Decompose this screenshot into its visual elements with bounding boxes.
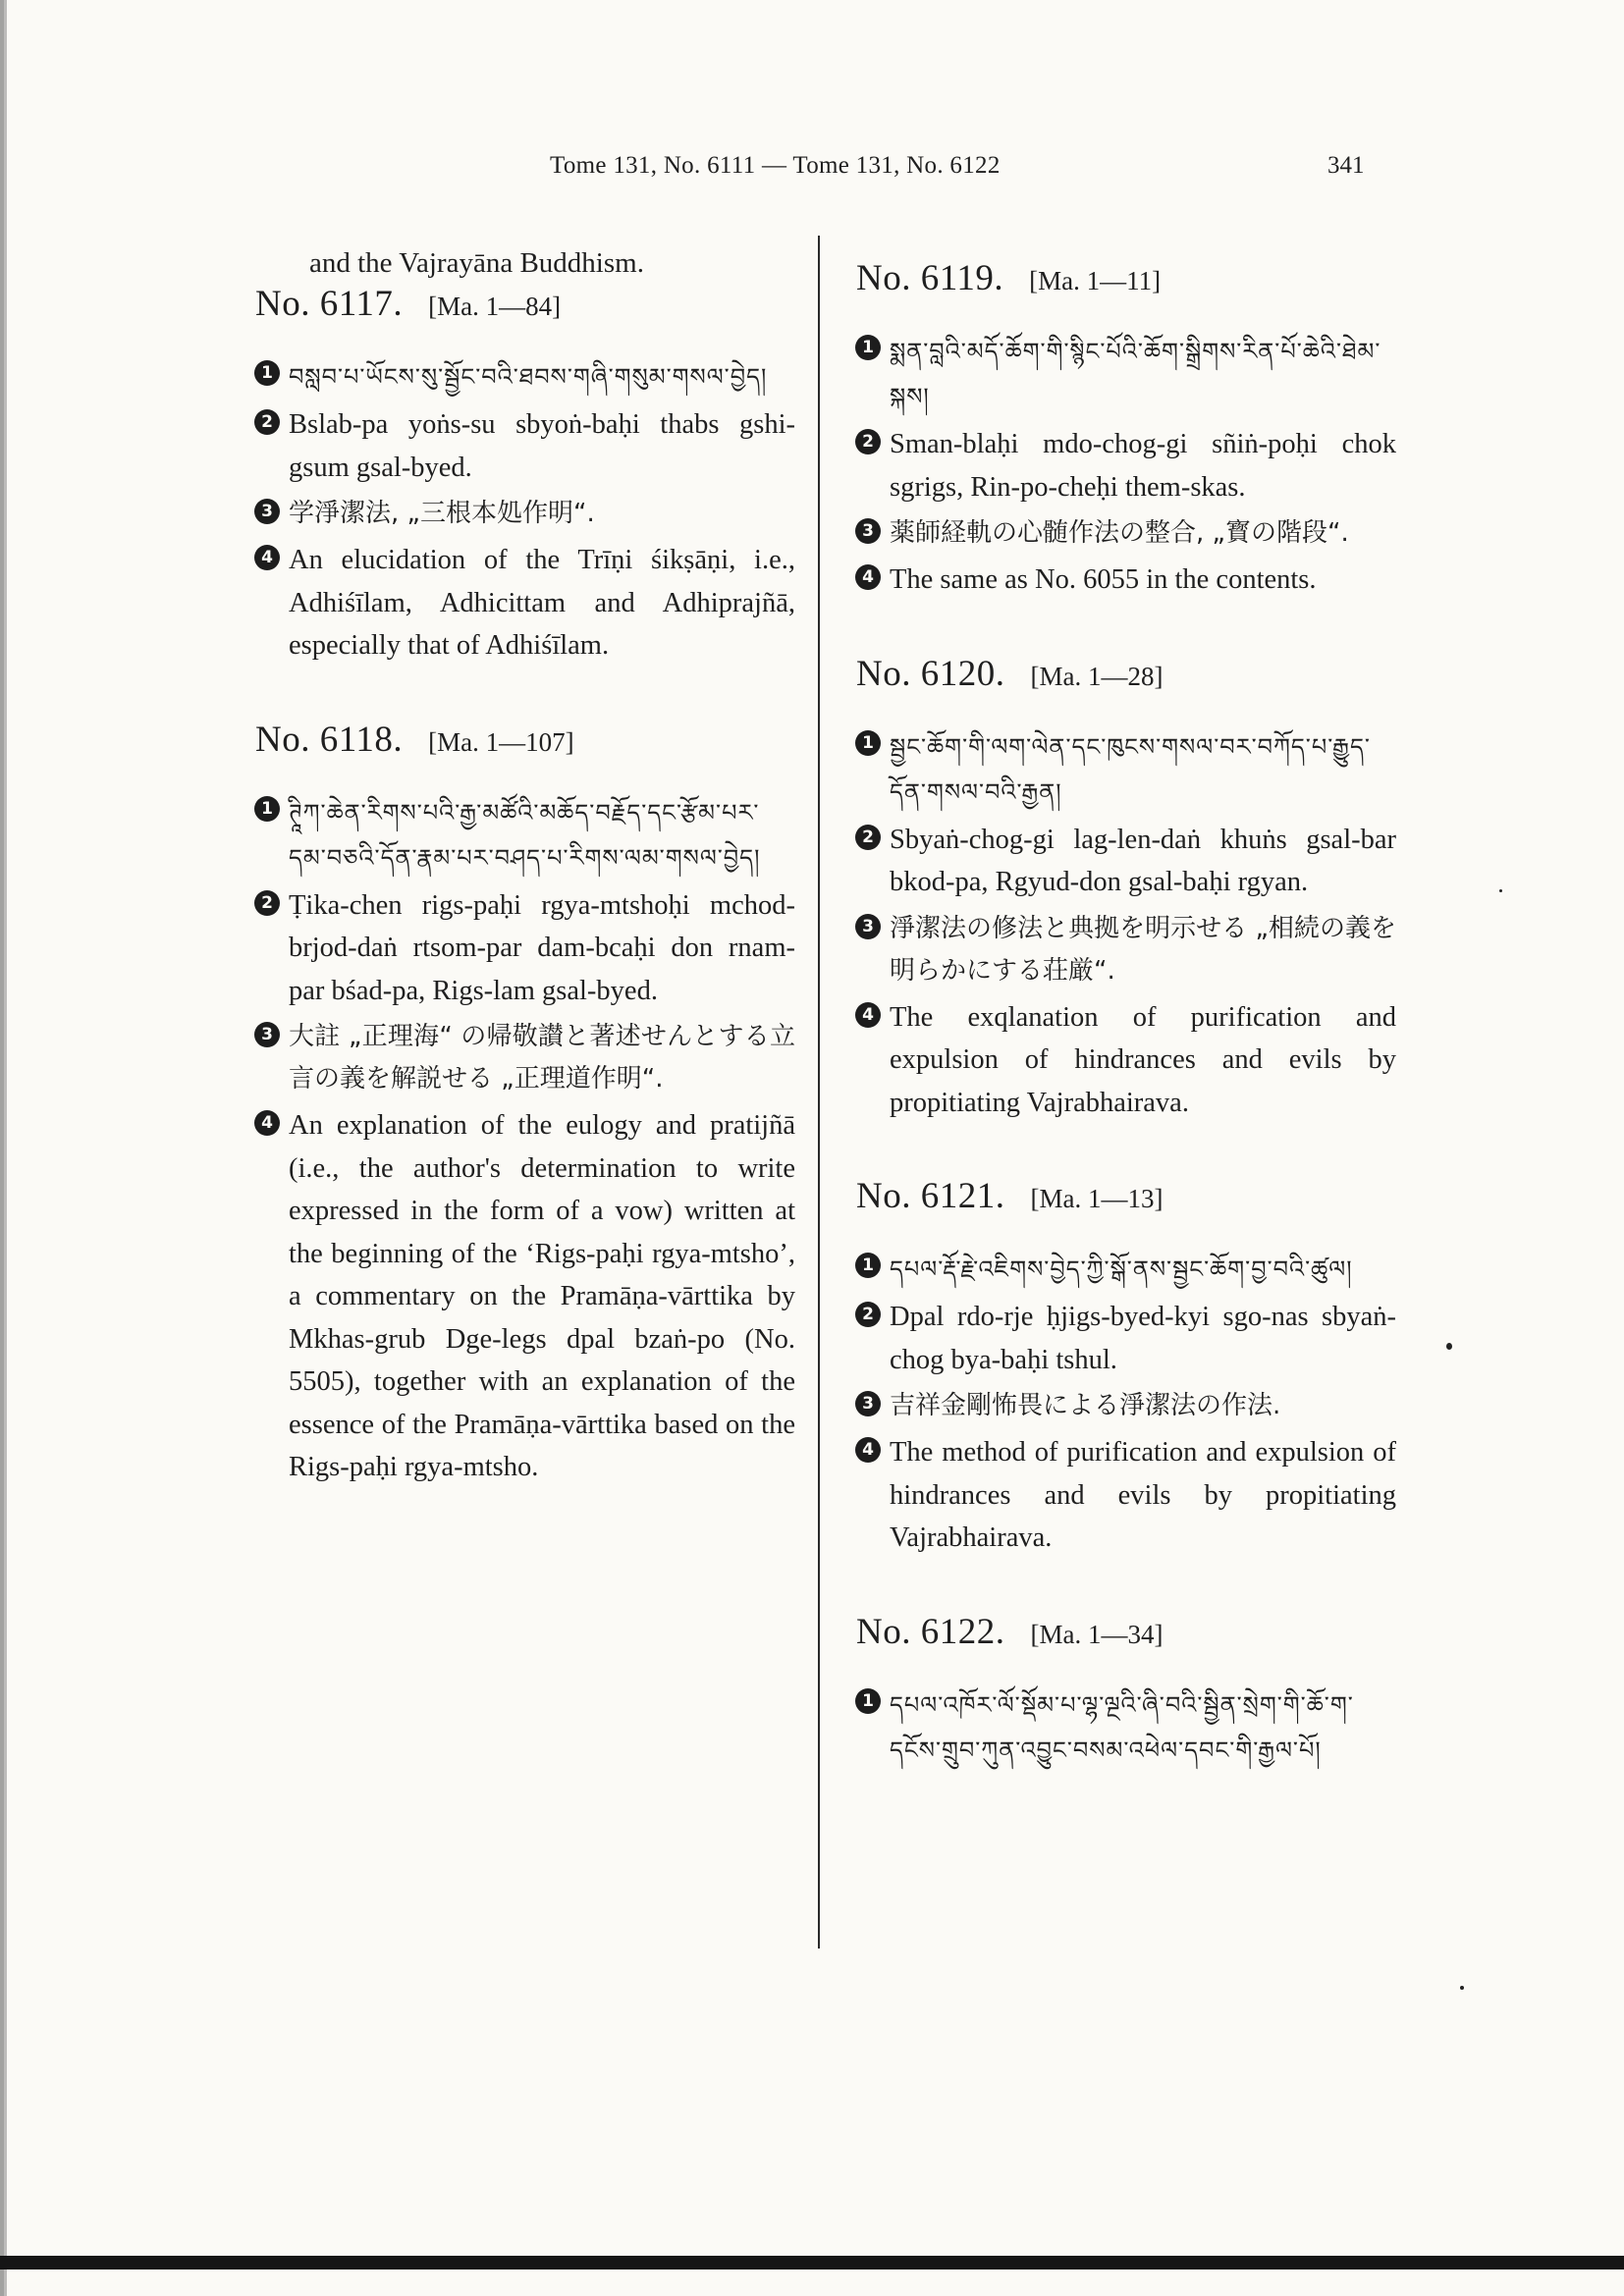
entry-reference: [Ma. 1—13] — [1030, 1184, 1164, 1213]
running-head: Tome 131, No. 6111 — Tome 131, No. 6122 — [550, 152, 1001, 179]
entry-field-roman — [846, 996, 1396, 1125]
field-marker-icon — [245, 1016, 289, 1047]
field-marker-icon — [846, 1385, 890, 1416]
continuation-text: and the Vajrayāna Buddhism. — [309, 247, 644, 279]
field-marker-icon — [245, 539, 289, 570]
entry-heading — [255, 283, 795, 325]
entry-field-japanese — [846, 1385, 1396, 1427]
field-marker-icon — [846, 1682, 890, 1714]
field-text: 大註 „正理海“ の帰敬讃と著述せんとする立言の義を解説せる „正理道作明“. — [289, 1022, 795, 1094]
field-text: དཔལ་རྡོ་རྗེ་འཇིགས་བྱེད་ཀྱི་སྒོ་ནས་སྦྱང་ཆོག་བྱ་བའི་ཚུལ། — [890, 1255, 1353, 1283]
field-marker-number: 1 — [855, 335, 881, 360]
catalog-entry — [846, 257, 1396, 602]
field-marker-number: 4 — [855, 1002, 881, 1028]
page-number: 341 — [1327, 152, 1365, 179]
field-text: Sman-blaḥi mdo-chog-gi sñiṅ-poḥi chok sgrigs, Rin-po-cheḥi them-skas. — [890, 429, 1396, 503]
field-marker-number: 2 — [855, 825, 881, 850]
field-text: ཊཱིཀ་ཆེན་རིགས་པའི་རྒྱ་མཚོའི་མཆོད་བརྗོད་དང་རྩོམ་པར་དམ་བཅའི་དོན་རྣམ་པར་བཤད་པ་རིགས་ལམ་གསལ་བྱེད། — [289, 798, 761, 872]
field-marker-icon — [846, 908, 890, 939]
field-marker-number: 4 — [855, 1437, 881, 1463]
scan-speck — [1460, 1986, 1464, 1990]
field-text: 吉祥金剛怖畏による淨潔法の作法. — [890, 1391, 1281, 1420]
entry-field-tibetan — [846, 724, 1396, 815]
field-text: Ṭika-chen rigs-paḥi rgya-mtshoḥi mchod-brjod-daṅ rtsom-par dam-bcaḥi don rnam-par bśad-pa, Rigs-lam gsal-byed. — [289, 889, 795, 1006]
catalog-entry — [846, 653, 1396, 1125]
entry-field-japanese — [245, 1016, 795, 1100]
entry-field-japanese — [846, 908, 1396, 992]
field-text: 薬師経軌の心髄作法の整合, „寳の階段“. — [890, 518, 1349, 548]
field-marker-number: 3 — [855, 518, 881, 544]
field-marker-number: 4 — [254, 545, 280, 570]
field-text: The same as No. 6055 in the contents. — [890, 564, 1317, 595]
field-marker-icon — [245, 403, 289, 435]
catalog-entry — [245, 283, 795, 667]
entry-field-tibetan — [846, 1682, 1396, 1773]
entry-number: No. 6118. — [255, 719, 404, 760]
catalog-entry — [846, 1611, 1396, 1773]
field-marker-icon — [846, 423, 890, 454]
entry-number: No. 6120. — [856, 653, 1005, 694]
field-marker-icon — [846, 819, 890, 850]
entry-field-roman — [846, 559, 1396, 602]
field-text: An explanation of the eulogy and pratijñā (i.e., the author's determination to write expressed in the form of a vow) written at the beginning of the ‘Rigs-paḥi rgya-mtsho’, a commentary on the Pramāṇa-vārttika by Mkhas-grub Dge-legs dpal bzaṅ-po (No. 5505), together with an explanation of the essence of the Pramāṇa-vārttika based on the Rigs-paḥi rgya-mtsho. — [289, 1110, 795, 1482]
field-marker-number: 3 — [254, 499, 280, 524]
field-text: 学淨潔法, „三根本処作明“. — [289, 499, 595, 528]
left-column — [245, 243, 795, 1540]
entry-field-roman — [846, 1431, 1396, 1560]
entry-field-roman — [846, 423, 1396, 508]
scan-bottom-edge — [0, 2256, 1624, 2269]
entry-field-roman — [846, 819, 1396, 904]
field-marker-number: 3 — [855, 914, 881, 939]
field-marker-number: 1 — [855, 1688, 881, 1714]
field-marker-icon — [846, 1431, 890, 1463]
entry-field-tibetan — [846, 329, 1396, 419]
entry-field-tibetan — [245, 354, 795, 400]
field-marker-icon — [846, 1296, 890, 1327]
entry-heading — [255, 719, 795, 761]
field-text: Dpal rdo-rje ḥjigs-byed-kyi sgo-nas sbyaṅ-chog bya-baḥi tshul. — [890, 1302, 1396, 1375]
entry-heading — [856, 257, 1396, 299]
right-column — [846, 257, 1396, 1824]
scan-speck — [1499, 889, 1502, 892]
entry-heading — [856, 653, 1396, 695]
field-marker-number: 1 — [855, 1253, 881, 1278]
catalog-entry — [245, 719, 795, 1489]
field-text: བསླབ་པ་ཡོངས་སུ་སྦྱོང་བའི་ཐབས་གཞི་གསུམ་གསལ་བྱེད། — [289, 363, 768, 391]
field-marker-number: 3 — [254, 1022, 280, 1047]
field-marker-icon — [846, 724, 890, 756]
field-marker-number: 4 — [855, 564, 881, 590]
entry-reference: [Ma. 1—11] — [1029, 266, 1162, 295]
field-marker-icon — [245, 790, 289, 822]
entry-field-roman — [245, 403, 795, 489]
catalog-entry — [846, 1175, 1396, 1560]
entry-number: No. 6121. — [856, 1176, 1005, 1216]
entry-field-roman — [245, 1104, 795, 1489]
field-marker-number: 2 — [855, 1302, 881, 1327]
field-marker-number: 3 — [855, 1391, 881, 1416]
field-text: The exqlanation of purification and expulsion of hindrances and evils by propitiating Vajrabhairava. — [890, 1001, 1396, 1118]
field-marker-icon — [245, 354, 289, 386]
field-text: The method of purification and expulsion of hindrances and evils by propitiating Vajrabhairava. — [890, 1437, 1396, 1553]
field-text: 淨潔法の修法と典拠を明示せる „相続の義を明らかにする荘厳“. — [890, 913, 1396, 986]
field-text: སྦྱང་ཆོག་གི་ལག་ལེན་དང་ཁུངས་གསལ་བར་བཀོད་པ་རྒྱུད་དོན་གསལ་བའི་རྒྱན། — [890, 732, 1371, 806]
field-marker-icon — [846, 996, 890, 1028]
entry-field-tibetan — [245, 790, 795, 881]
field-marker-number: 4 — [254, 1110, 280, 1136]
entry-reference: [Ma. 1—107] — [428, 726, 574, 757]
field-text: An elucidation of the Trīṇi śikṣāṇi, i.e., Adhiśīlam, Adhicittam and Adhiprajñā, especially that of Adhiśīlam. — [289, 545, 795, 661]
field-marker-icon — [846, 329, 890, 360]
field-marker-number: 2 — [855, 429, 881, 454]
entry-number: No. 6119. — [856, 258, 1004, 298]
field-marker-icon — [846, 559, 890, 590]
entry-reference: [Ma. 1—34] — [1030, 1619, 1164, 1649]
entry-field-roman — [245, 539, 795, 667]
field-marker-icon — [846, 1247, 890, 1278]
field-marker-icon — [245, 1104, 289, 1136]
right-entries — [846, 257, 1396, 1773]
field-text: Sbyaṅ-chog-gi lag-len-daṅ khuṅs gsal-bar bkod-pa, Rgyud-don gsal-baḥi rgyan. — [890, 824, 1396, 897]
column-divider — [818, 236, 820, 1949]
field-text: Bslab-pa yoṅs-su sbyoṅ-baḥi thabs gshi-gsum gsal-byed. — [289, 409, 795, 483]
entry-number: No. 6122. — [856, 1611, 1005, 1652]
field-marker-number: 1 — [254, 796, 280, 822]
entry-number: No. 6117. — [255, 284, 404, 324]
field-marker-number: 1 — [254, 360, 280, 386]
scan-speck — [1446, 1343, 1452, 1350]
field-text: སྨན་བླའི་མདོ་ཆོག་གི་སྙིང་པོའི་ཆོག་སྒྲིགས་རིན་པོ་ཆེའི་ཐེམ་སྐས། — [890, 338, 1381, 410]
entry-field-japanese — [245, 493, 795, 535]
scan-left-edge — [0, 0, 14, 2296]
entry-field-tibetan — [846, 1247, 1396, 1292]
field-marker-number: 2 — [254, 409, 280, 435]
field-marker-icon — [846, 512, 890, 544]
entry-reference: [Ma. 1—28] — [1030, 661, 1164, 691]
field-marker-number: 1 — [855, 730, 881, 756]
entry-reference: [Ma. 1—84] — [428, 292, 562, 321]
field-marker-icon — [245, 884, 289, 916]
field-text: དཔལ་འཁོར་ལོ་སྡོམ་པ་ལྷ་ལྔའི་ཞི་བའི་སྦྱིན་སྲེག་གི་ཆོ་ག་དངོས་གྲུབ་ཀུན་འབྱུང་བསམ་འཕེལ་དབང་གི་རྒྱལ་པོ། — [890, 1690, 1354, 1764]
field-marker-number: 2 — [254, 890, 280, 916]
entry-heading — [856, 1175, 1396, 1217]
entry-field-roman — [245, 884, 795, 1013]
field-marker-icon — [245, 493, 289, 524]
entry-field-roman — [846, 1296, 1396, 1381]
left-entries — [245, 283, 795, 1489]
entry-heading — [856, 1611, 1396, 1653]
entry-field-japanese — [846, 512, 1396, 555]
